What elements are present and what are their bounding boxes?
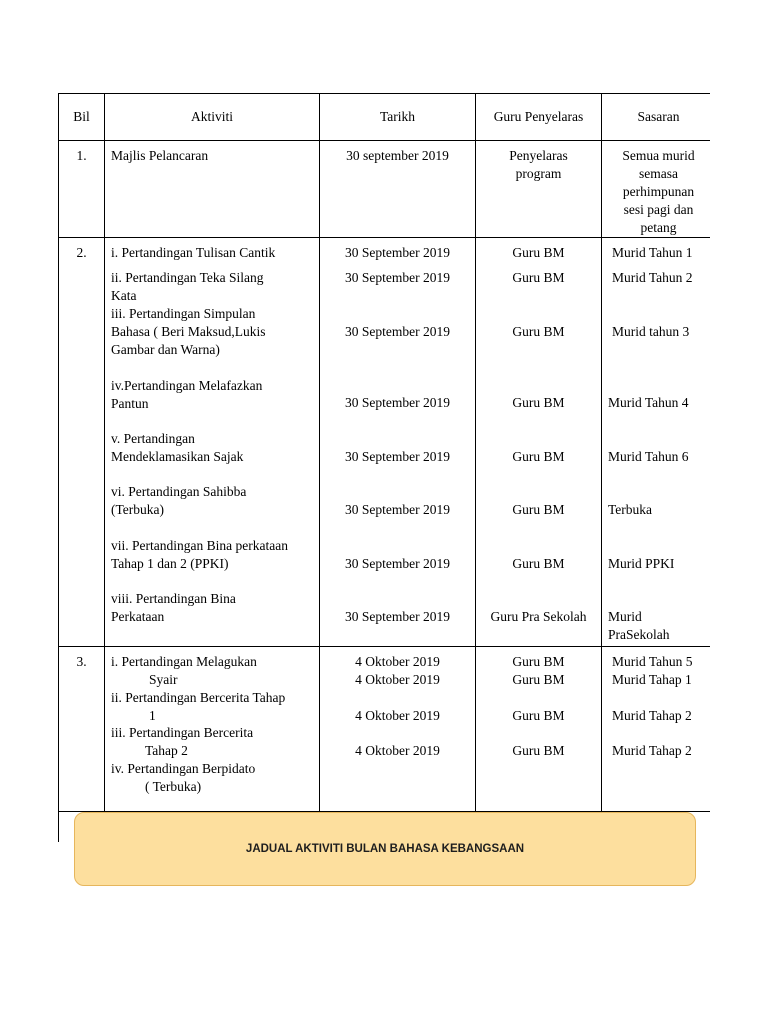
activity-item: i. Pertandingan Melagukan Syair — [111, 654, 257, 687]
activity-item: v. Pertandingan Mendeklamasikan Sajak — [111, 431, 244, 464]
table-row — [59, 141, 711, 238]
activity-item: vii. Pertandingan Bina perkataan Tahap 1 dan 2 (PPKI) — [111, 538, 288, 571]
target-cell: Murid Tahun 5 Murid Tahap 1 Murid Tahap 2 Murid Tahap 2 — [602, 647, 711, 812]
activity-item: viii. Pertandingan Bina Perkataan — [111, 591, 236, 624]
row-number: 1. — [59, 141, 105, 238]
activity-item: iv.Pertandingan Melafazkan Pantun — [111, 378, 263, 411]
row-number: 2. — [59, 238, 105, 647]
date-cell: 30 september 2019 — [320, 141, 476, 238]
table-row — [59, 238, 711, 647]
banner-title: JADUAL AKTIVITI BULAN BAHASA KEBANGSAAN — [245, 843, 525, 855]
activity-item: i. Pertandingan Tulisan Cantik — [111, 245, 276, 260]
activity-cell — [105, 238, 320, 647]
header-sasaran: Sasaran — [602, 94, 711, 141]
date-cell: 30 September 2019 30 September 2019 30 September 2019 30 September 2019 30 September 2019 30 September 2019 30 September 2019 30 September 2019 — [320, 238, 476, 647]
activity-item: iii. Pertandingan Simpulan Bahasa ( Beri Maksud,Lukis Gambar dan Warna) — [111, 306, 266, 357]
coordinator-cell: Guru BM Guru BM Guru BM Guru BM Guru BM Guru BM Guru BM Guru Pra Sekolah — [476, 238, 602, 647]
target-cell: Semua murid semasa perhimpunan sesi pagi dan petang — [602, 141, 711, 238]
activity-item: ii. Pertandingan Teka Silang Kata — [111, 270, 264, 303]
activity-table — [58, 93, 710, 842]
coordinator-cell: Penyelaras program — [476, 141, 602, 238]
table-row — [59, 647, 711, 812]
activity-item: iv. Pertandingan Berpidato ( Terbuka) — [111, 761, 256, 794]
header-tarikh: Tarikh — [320, 94, 476, 141]
table-header-row — [59, 94, 711, 141]
activity-item: ii. Pertandingan Bercerita Tahap 1 — [111, 690, 286, 723]
date-cell: 4 Oktober 2019 4 Oktober 2019 4 Oktober 2019 4 Oktober 2019 — [320, 647, 476, 812]
title-banner — [74, 812, 696, 886]
activity-item: iii. Pertandingan Bercerita Tahap 2 — [111, 725, 254, 758]
coordinator-cell: Guru BM Guru BM Guru BM Guru BM — [476, 647, 602, 812]
row-number: 3. — [59, 647, 105, 812]
activity-cell: Majlis Pelancaran — [105, 141, 320, 238]
header-guru-penyelaras: Guru Penyelaras — [476, 94, 602, 141]
activity-cell — [105, 647, 320, 812]
header-bil: Bil — [59, 94, 105, 141]
activity-item: vi. Pertandingan Sahibba (Terbuka) — [111, 484, 247, 517]
header-aktiviti: Aktiviti — [105, 94, 320, 141]
target-cell: Murid Tahun 1 Murid Tahun 2 Murid tahun 3 Murid Tahun 4 Murid Tahun 6 Terbuka Murid PPKI Murid PraSekolah — [602, 238, 711, 647]
